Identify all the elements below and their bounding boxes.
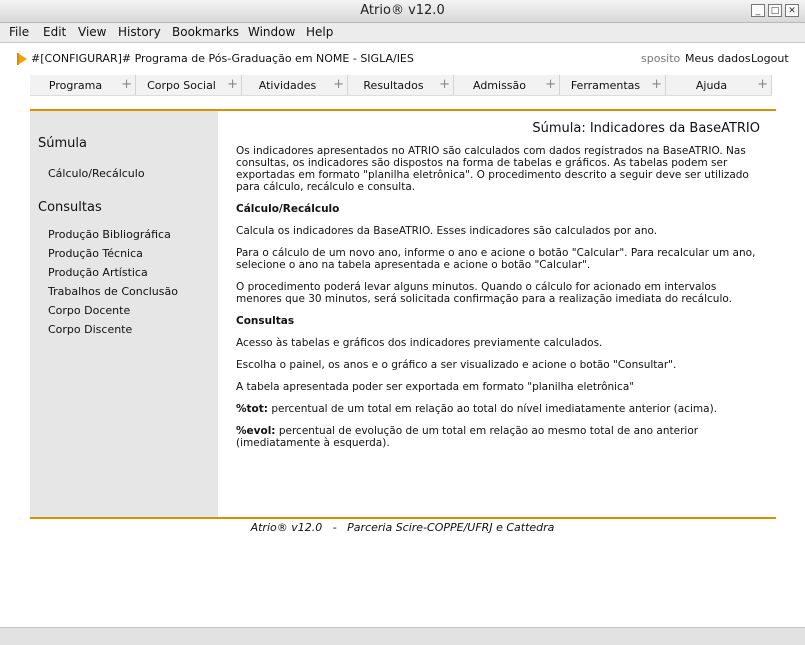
plus-icon: +: [439, 77, 450, 92]
nav-label: Ajuda: [695, 79, 728, 92]
menu-edit[interactable]: Edit: [43, 25, 67, 39]
nav-label: Admissão: [472, 79, 527, 92]
window-title: Atrio® v12.0: [360, 3, 445, 18]
nav-programa[interactable]: [30, 75, 136, 95]
paragraph: Para o cálculo de um novo ano, informe o ano e acione o botão "Calcular". Para recalcular um ano, selecione o ano na tabela apresentada e acione o botão "Calcular".: [236, 247, 756, 271]
menu-help[interactable]: Help: [306, 25, 334, 39]
nav-atividades[interactable]: [242, 75, 348, 95]
plus-icon: +: [545, 77, 556, 92]
paragraph: O procedimento poderá levar alguns minutos. Quando o cálculo for acionado em intervalos menores que 30 minutos, será solicitada confirmação para a realização imediata do recálculo.: [236, 281, 732, 305]
main-content: [236, 121, 760, 459]
page-title: Súmula: Indicadores da BaseATRIO: [532, 121, 760, 136]
tot-text: percentual de um total em relação ao total do nível imediatamente anterior (acima).: [267, 403, 718, 415]
sidebar-item-corpo-discente[interactable]: Corpo Discente: [48, 323, 133, 336]
paragraph: Acesso às tabelas e gráficos dos indicadores previamente calculados.: [236, 337, 603, 349]
nav-label: Corpo Social: [147, 79, 216, 92]
tot-label: %tot:: [236, 403, 268, 415]
sidebar-item-trabalhos-conclusao[interactable]: Trabalhos de Conclusão: [48, 285, 178, 298]
plus-icon: +: [651, 77, 662, 92]
tot-definition: [236, 403, 760, 415]
sidebar-item-corpo-docente[interactable]: Corpo Docente: [48, 304, 131, 317]
intro-text: Os indicadores apresentados no ATRIO são calculados com dados registrados na BaseATRIO. Nas consultas, os indicadores são dispostos na forma de tabelas e gráficos. As tabelas podem ser exportadas em formato "planilha eletrônica". O procedimento descrito a seguir deve ser utilizado para cálculo, recálculo e consulta.: [236, 145, 749, 193]
nav-label: Resultados: [363, 79, 424, 92]
program-title: #[CONFIGURAR]# Programa de Pós-Graduação em NOME - SIGLA/IES: [31, 52, 414, 65]
minimize-icon[interactable]: _: [751, 4, 765, 17]
logout-link[interactable]: Logout: [751, 52, 789, 65]
nav-ferramentas[interactable]: [560, 75, 666, 95]
title-bar: [0, 0, 805, 23]
sidebar-heading-sumula: Súmula: [38, 136, 87, 151]
menu-bar: [0, 23, 805, 43]
subheading-consultas: Consultas: [236, 315, 295, 327]
nav-label: Programa: [48, 79, 103, 92]
menu-bookmarks[interactable]: Bookmarks: [172, 25, 240, 39]
paragraph: Calcula os indicadores da BaseATRIO. Esses indicadores são calculados por ano.: [236, 225, 658, 237]
maximize-icon[interactable]: □: [768, 4, 782, 17]
subheading-calculo: Cálculo/Recálculo: [236, 203, 340, 215]
nav-resultados[interactable]: [348, 75, 454, 95]
page-content: [0, 43, 805, 639]
plus-icon: +: [227, 77, 238, 92]
meus-dados-link[interactable]: Meus dados: [685, 52, 751, 65]
arrow-icon: [19, 54, 27, 64]
sidebar-item-calculo[interactable]: Cálculo/Recálculo: [48, 167, 145, 180]
sidebar-item-producao-artistica[interactable]: Produção Artística: [48, 266, 148, 279]
nav-label: Ferramentas: [570, 79, 641, 92]
sidebar-item-producao-tecnica[interactable]: Produção Técnica: [48, 247, 143, 260]
nav-corpo-social[interactable]: [136, 75, 242, 95]
plus-icon: +: [333, 77, 344, 92]
nav-label: Atividades: [258, 79, 317, 92]
evol-text: percentual de evolução de um total em relação ao mesmo total de ano anterior (imediatamente à esquerda).: [236, 425, 699, 449]
menu-file[interactable]: File: [9, 25, 30, 39]
evol-label: %evol:: [236, 425, 276, 437]
sidebar-heading-consultas: Consultas: [38, 200, 102, 215]
sidebar: [30, 111, 218, 517]
nav-ajuda[interactable]: [666, 75, 772, 95]
paragraph: Escolha o painel, os anos e o gráfico a ser visualizado e acione o botão "Consultar".: [236, 359, 677, 371]
divider-bottom: [30, 517, 776, 519]
plus-icon: +: [757, 77, 768, 92]
menu-window[interactable]: Window: [248, 25, 296, 39]
user-name: sposito: [641, 52, 681, 65]
footer-text: Atrio® v12.0 - Parceria Scire-COPPE/UFRJ e Cattedra: [250, 521, 555, 534]
evol-definition: [236, 425, 760, 449]
menu-history[interactable]: History: [118, 25, 161, 39]
sidebar-item-producao-bibliografica[interactable]: Produção Bibliográfica: [48, 228, 171, 241]
paragraph: A tabela apresentada poder ser exportada em formato "planilha eletrônica": [236, 381, 635, 393]
plus-icon: +: [121, 77, 132, 92]
nav-admissao[interactable]: [454, 75, 560, 95]
main-nav: [30, 75, 772, 96]
close-icon[interactable]: ✕: [785, 4, 799, 17]
menu-view[interactable]: View: [78, 25, 107, 39]
status-bar: [0, 627, 805, 645]
